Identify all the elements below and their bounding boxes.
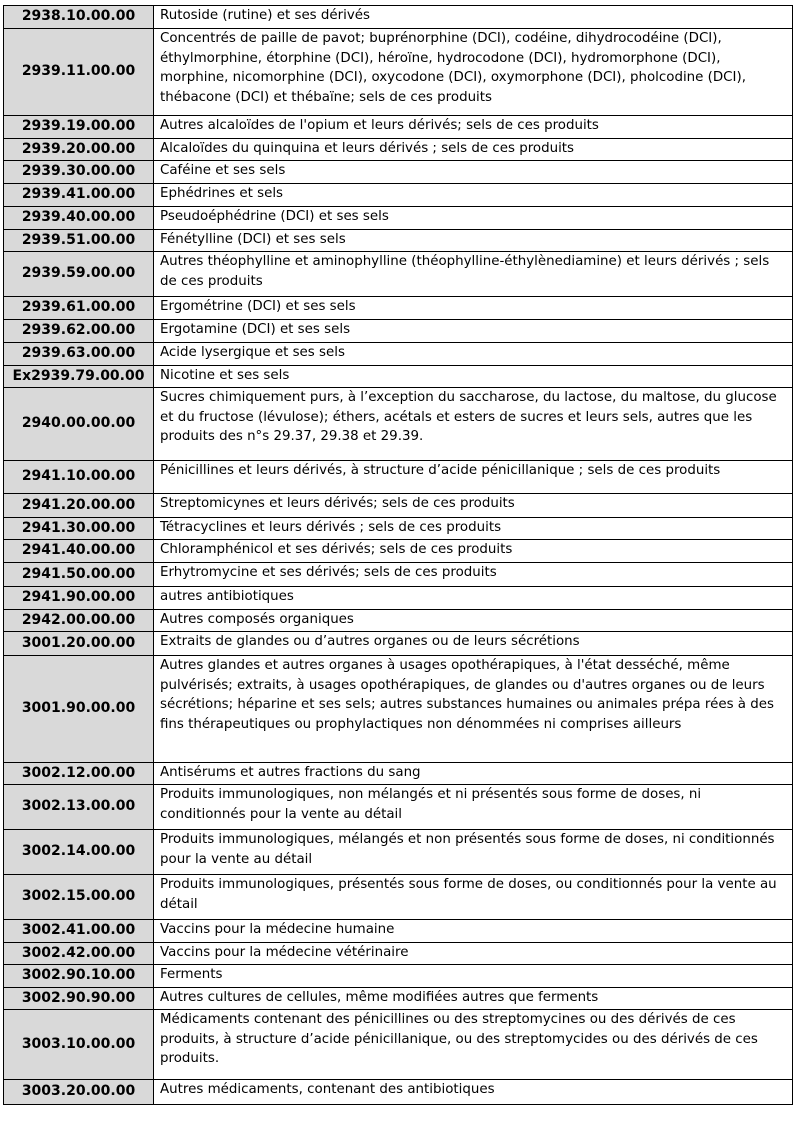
tariff-description-cell: Nicotine et ses sels (154, 366, 793, 388)
table-row (4, 943, 793, 965)
tariff-code-cell: 2939.20.00.00 (4, 139, 154, 161)
table-row (4, 343, 793, 366)
tariff-description-cell: Ephédrines et sels (154, 184, 793, 207)
tariff-description-cell: Ergotamine (DCI) et ses sels (154, 320, 793, 343)
tariff-description-cell: Caféine et ses sels (154, 161, 793, 184)
tariff-code-cell: 3002.15.00.00 (4, 875, 154, 920)
tariff-description-cell: Autres médicaments, contenant des antibiotiques (154, 1080, 793, 1105)
tariff-code-cell: 3001.90.00.00 (4, 656, 154, 763)
tariff-description-cell: Autres glandes et autres organes à usages opothérapiques, à l'état desséché, même pulvérisés; extraits, à usages opothérapiques, de glandes ou d'autres organes ou de leurs sécrétions; héparine et ses sels; autres substances humaines ou animales prépa rées à des fins thérapeutiques ou prophylactiques non dénommées ni comprises ailleurs (154, 656, 793, 763)
tariff-description-cell: Vaccins pour la médecine humaine (154, 920, 793, 943)
tariff-code-cell: 2941.20.00.00 (4, 494, 154, 518)
tariff-description-cell: Erhytromycine et ses dérivés; sels de ces produits (154, 563, 793, 587)
tariff-description-cell: Tétracyclines et leurs dérivés ; sels de ces produits (154, 518, 793, 540)
table-row (4, 656, 793, 763)
tariff-code-cell: 3002.42.00.00 (4, 943, 154, 965)
tariff-code-cell: 2939.30.00.00 (4, 161, 154, 184)
tariff-table-body (4, 6, 793, 1105)
tariff-code-cell: 2939.41.00.00 (4, 184, 154, 207)
table-row (4, 116, 793, 139)
table-row (4, 184, 793, 207)
table-row (4, 518, 793, 540)
tariff-code-cell: 3002.14.00.00 (4, 830, 154, 875)
tariff-description-cell: Produits immunologiques, non mélangés et ni présentés sous forme de doses, ni conditionnés pour la vente au détail (154, 785, 793, 830)
table-row (4, 388, 793, 461)
tariff-code-cell: 2941.30.00.00 (4, 518, 154, 540)
tariff-description-cell: Antisérums et autres fractions du sang (154, 763, 793, 785)
tariff-description-cell: Produits immunologiques, mélangés et non présentés sous forme de doses, ni conditionnés pour la vente au détail (154, 830, 793, 875)
table-row (4, 320, 793, 343)
tariff-code-cell: 3001.20.00.00 (4, 632, 154, 656)
tariff-code-cell: 3002.13.00.00 (4, 785, 154, 830)
tariff-description-cell: Ergométrine (DCI) et ses sels (154, 297, 793, 320)
table-row (4, 1080, 793, 1105)
tariff-table (3, 5, 793, 1105)
tariff-code-cell: 2939.59.00.00 (4, 252, 154, 297)
table-row (4, 297, 793, 320)
tariff-code-cell: 2942.00.00.00 (4, 610, 154, 632)
tariff-description-cell: Autres théophylline et aminophylline (théophylline-éthylènediamine) et leurs dérivés ; sels de ces produits (154, 252, 793, 297)
tariff-description-cell: Autres alcaloïdes de l'opium et leurs dérivés; sels de ces produits (154, 116, 793, 139)
table-row (4, 230, 793, 252)
tariff-description-cell: Sucres chimiquement purs, à l’exception du saccharose, du lactose, du maltose, du glucose et du fructose (lévulose); éthers, acétals et esters de sucres et leurs sels, autres que les produits des n°s 29.37, 29.38 et 29.39. (154, 388, 793, 461)
tariff-code-cell: 2939.11.00.00 (4, 29, 154, 116)
tariff-description-cell: Pseudoéphédrine (DCI) et ses sels (154, 207, 793, 230)
table-row (4, 563, 793, 587)
table-row (4, 875, 793, 920)
table-row (4, 587, 793, 610)
table-row (4, 1010, 793, 1080)
table-row (4, 494, 793, 518)
tariff-code-cell: 2940.00.00.00 (4, 388, 154, 461)
table-row (4, 830, 793, 875)
table-row (4, 161, 793, 184)
table-row (4, 252, 793, 297)
tariff-description-cell: Ferments (154, 965, 793, 988)
table-row (4, 965, 793, 988)
tariff-code-cell: 3003.10.00.00 (4, 1010, 154, 1080)
tariff-description-cell: autres antibiotiques (154, 587, 793, 610)
table-row (4, 540, 793, 563)
table-row (4, 763, 793, 785)
tariff-code-cell: 3002.90.10.00 (4, 965, 154, 988)
tariff-description-cell: Produits immunologiques, présentés sous forme de doses, ou conditionnés pour la vente au détail (154, 875, 793, 920)
tariff-code-cell: 3002.90.90.00 (4, 988, 154, 1010)
table-row (4, 139, 793, 161)
table-row (4, 461, 793, 494)
tariff-code-cell: 2939.40.00.00 (4, 207, 154, 230)
tariff-code-cell: 2939.19.00.00 (4, 116, 154, 139)
table-row (4, 6, 793, 29)
tariff-code-cell: 3003.20.00.00 (4, 1080, 154, 1105)
tariff-description-cell: Autres cultures de cellules, même modifiées autres que ferments (154, 988, 793, 1010)
tariff-description-cell: Concentrés de paille de pavot; buprénorphine (DCI), codéine, dihydrocodéine (DCI), éthylmorphine, étorphine (DCI), héroïne, hydrocodone (DCI), hydromorphone (DCI), morphine, nicomorphine (DCI), oxycodone (DCI), oxymorphone (DCI), pholcodine (DCI), thébacone (DCI) et thébaïne; sels de ces produits (154, 29, 793, 116)
tariff-code-cell: 2939.51.00.00 (4, 230, 154, 252)
tariff-code-cell: 2939.62.00.00 (4, 320, 154, 343)
tariff-code-cell: 2938.10.00.00 (4, 6, 154, 29)
tariff-code-cell: 2941.40.00.00 (4, 540, 154, 563)
table-row (4, 29, 793, 116)
table-row (4, 785, 793, 830)
tariff-description-cell: Rutoside (rutine) et ses dérivés (154, 6, 793, 29)
tariff-description-cell: Pénicillines et leurs dérivés, à structure d’acide pénicillanique ; sels de ces produits (154, 461, 793, 494)
table-row (4, 988, 793, 1010)
tariff-description-cell: Chloramphénicol et ses dérivés; sels de ces produits (154, 540, 793, 563)
tariff-code-cell: 2939.61.00.00 (4, 297, 154, 320)
tariff-code-cell: 2941.10.00.00 (4, 461, 154, 494)
tariff-code-cell: 2941.90.00.00 (4, 587, 154, 610)
table-row (4, 207, 793, 230)
tariff-description-cell: Vaccins pour la médecine vétérinaire (154, 943, 793, 965)
tariff-description-cell: Acide lysergique et ses sels (154, 343, 793, 366)
tariff-description-cell: Autres composés organiques (154, 610, 793, 632)
tariff-code-cell: 2941.50.00.00 (4, 563, 154, 587)
table-row (4, 366, 793, 388)
tariff-description-cell: Fénétylline (DCI) et ses sels (154, 230, 793, 252)
tariff-description-cell: Médicaments contenant des pénicillines ou des streptomycines ou des dérivés de ces produits, à structure d’acide pénicillanique, ou des streptomycides ou des dérivés de ces produits. (154, 1010, 793, 1080)
tariff-code-cell: 3002.12.00.00 (4, 763, 154, 785)
tariff-code-cell: 2939.63.00.00 (4, 343, 154, 366)
tariff-code-cell: 3002.41.00.00 (4, 920, 154, 943)
table-row (4, 610, 793, 632)
tariff-description-cell: Streptomicynes et leurs dérivés; sels de ces produits (154, 494, 793, 518)
tariff-description-cell: Alcaloïdes du quinquina et leurs dérivés ; sels de ces produits (154, 139, 793, 161)
table-row (4, 920, 793, 943)
table-row (4, 632, 793, 656)
tariff-description-cell: Extraits de glandes ou d’autres organes ou de leurs sécrétions (154, 632, 793, 656)
tariff-code-cell: Ex2939.79.00.00 (4, 366, 154, 388)
